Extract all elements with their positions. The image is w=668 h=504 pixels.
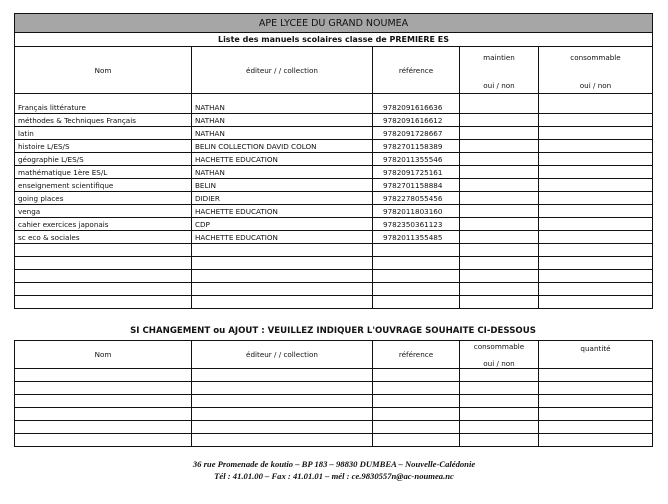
column-header-nom: Nom	[15, 341, 192, 369]
cell-nom: Français littérature	[15, 94, 192, 114]
table-row	[15, 127, 653, 140]
empty-cell-maintien[interactable]	[460, 296, 539, 309]
empty-table-row	[15, 283, 653, 296]
empty-cell-nom[interactable]	[15, 257, 192, 270]
empty-cell-editeur[interactable]	[192, 395, 373, 408]
empty-cell-nom[interactable]	[15, 421, 192, 434]
table-header-row	[15, 47, 653, 94]
empty-cell-reference[interactable]	[373, 434, 460, 447]
cell-reference: 9782011355485	[373, 231, 460, 244]
document-subtitle: Liste des manuels scolaires classe de PREMIERE ES	[15, 33, 653, 47]
cell-editeur: BELIN COLLECTION DAVID COLON	[192, 140, 373, 153]
empty-table-row	[15, 257, 653, 270]
empty-table-row	[15, 382, 653, 395]
cell-maintien[interactable]	[460, 205, 539, 218]
empty-cell-editeur[interactable]	[192, 283, 373, 296]
empty-cell-editeur[interactable]	[192, 434, 373, 447]
cell-nom: sc eco & sociales	[15, 231, 192, 244]
cell-editeur: NATHAN	[192, 166, 373, 179]
table-row	[15, 153, 653, 166]
table-row	[15, 94, 653, 114]
empty-cell-reference[interactable]	[373, 421, 460, 434]
table-row	[15, 231, 653, 244]
empty-cell-maintien[interactable]	[460, 257, 539, 270]
column-header-maintien	[460, 47, 539, 94]
cell-consommable[interactable]	[539, 218, 653, 231]
empty-table-row	[15, 270, 653, 283]
empty-cell-quantite[interactable]	[539, 421, 653, 434]
column-header-editeur: éditeur / / collection	[192, 47, 373, 94]
empty-cell-quantite[interactable]	[539, 408, 653, 421]
consommable-sublabel: oui / non	[483, 358, 515, 368]
footer-line-contact: Tél : 41.01.00 – Fax : 41.01.01 – mél : ce.9830557n@ac-noumea.nc	[214, 471, 454, 481]
table-row	[15, 179, 653, 192]
empty-table-row	[15, 421, 653, 434]
cell-reference: 9782350361123	[373, 218, 460, 231]
cell-maintien[interactable]	[460, 179, 539, 192]
cell-reference: 9782091725161	[373, 166, 460, 179]
empty-cell-nom[interactable]	[15, 408, 192, 421]
cell-reference: 9782091616612	[373, 114, 460, 127]
cell-reference: 9782278055456	[373, 192, 460, 205]
empty-table-row	[15, 369, 653, 382]
empty-cell-quantite[interactable]	[539, 382, 653, 395]
cell-nom: going places	[15, 192, 192, 205]
cell-reference: 9782701158389	[373, 140, 460, 153]
consommable-label: consommable	[570, 53, 621, 62]
change-section-title: SI CHANGEMENT ou AJOUT : VEUILLEZ INDIQUER L'OUVRAGE SOUHAITE CI-DESSOUS	[130, 326, 536, 336]
empty-cell-maintien[interactable]	[460, 270, 539, 283]
empty-cell-reference[interactable]	[373, 283, 460, 296]
cell-maintien[interactable]	[460, 153, 539, 166]
empty-table-row	[15, 408, 653, 421]
maintien-sublabel: oui / non	[483, 81, 515, 90]
cell-consommable[interactable]	[539, 94, 653, 114]
cell-consommable[interactable]	[539, 231, 653, 244]
empty-cell-nom[interactable]	[15, 244, 192, 257]
cell-nom: venga	[15, 205, 192, 218]
table-row	[15, 114, 653, 127]
empty-cell-consommable[interactable]	[460, 382, 539, 395]
cell-consommable[interactable]	[539, 140, 653, 153]
empty-cell-consommable[interactable]	[460, 421, 539, 434]
empty-cell-nom[interactable]	[15, 434, 192, 447]
empty-table-row	[15, 395, 653, 408]
table-row	[15, 192, 653, 205]
column-header-nom: Nom	[15, 47, 192, 94]
column-header-consommable	[539, 47, 653, 94]
quantite-label: quantité	[580, 343, 611, 353]
empty-cell-editeur[interactable]	[192, 421, 373, 434]
empty-cell-nom[interactable]	[15, 270, 192, 283]
empty-cell-consommable[interactable]	[460, 369, 539, 382]
empty-cell-reference[interactable]	[373, 257, 460, 270]
consommable-sublabel: oui / non	[579, 81, 612, 90]
table-row	[15, 205, 653, 218]
table-header-row	[15, 341, 653, 369]
cell-maintien[interactable]	[460, 192, 539, 205]
cell-maintien[interactable]	[460, 127, 539, 140]
empty-cell-reference[interactable]	[373, 369, 460, 382]
cell-nom: enseignement scientifique	[15, 179, 192, 192]
cell-maintien[interactable]	[460, 94, 539, 114]
cell-nom: latin	[15, 127, 192, 140]
column-header-editeur: éditeur / / collection	[192, 341, 373, 369]
empty-cell-maintien[interactable]	[460, 244, 539, 257]
cell-editeur: HACHETTE EDUCATION	[192, 231, 373, 244]
empty-cell-editeur[interactable]	[192, 257, 373, 270]
column-header-consommable	[460, 341, 539, 369]
empty-cell-nom[interactable]	[15, 283, 192, 296]
cell-reference: 9782701158884	[373, 179, 460, 192]
cell-reference: 9782091728667	[373, 127, 460, 140]
empty-cell-reference[interactable]	[373, 382, 460, 395]
empty-cell-nom[interactable]	[15, 382, 192, 395]
cell-nom: géographie L/ES/S	[15, 153, 192, 166]
cell-reference: 9782091616636	[373, 94, 460, 114]
cell-consommable[interactable]	[539, 114, 653, 127]
cell-editeur: NATHAN	[192, 127, 373, 140]
empty-cell-consommable[interactable]	[539, 283, 653, 296]
cell-nom: cahier exercices japonais	[15, 218, 192, 231]
cell-nom: mathématique 1ère ES/L	[15, 166, 192, 179]
cell-editeur: DIDIER	[192, 192, 373, 205]
empty-cell-consommable[interactable]	[539, 296, 653, 309]
footer-line-address: 36 rue Promenade de koutio – BP 183 – 98830 DUMBEA – Nouvelle-Calédonie	[192, 459, 476, 469]
cell-consommable[interactable]	[539, 192, 653, 205]
cell-maintien[interactable]	[460, 218, 539, 231]
cell-consommable[interactable]	[539, 166, 653, 179]
consommable-label: consommable	[473, 341, 525, 351]
cell-consommable[interactable]	[539, 205, 653, 218]
empty-table-row	[15, 434, 653, 447]
empty-cell-editeur[interactable]	[192, 270, 373, 283]
cell-editeur: HACHETTE EDUCATION	[192, 205, 373, 218]
cell-maintien[interactable]	[460, 140, 539, 153]
cell-nom: histoire L/ES/S	[15, 140, 192, 153]
cell-nom: méthodes & Techniques Français	[15, 114, 192, 127]
empty-table-row	[15, 244, 653, 257]
empty-table-row	[15, 296, 653, 309]
empty-cell-editeur[interactable]	[192, 369, 373, 382]
empty-cell-quantite[interactable]	[539, 369, 653, 382]
empty-cell-nom[interactable]	[15, 296, 192, 309]
empty-cell-editeur[interactable]	[192, 408, 373, 421]
cell-editeur: NATHAN	[192, 114, 373, 127]
empty-cell-reference[interactable]	[373, 270, 460, 283]
empty-cell-maintien[interactable]	[460, 283, 539, 296]
empty-cell-reference[interactable]	[373, 244, 460, 257]
change-request-table	[14, 340, 653, 447]
cell-editeur: BELIN	[192, 179, 373, 192]
empty-cell-consommable[interactable]	[460, 395, 539, 408]
maintien-label: maintien	[483, 53, 515, 62]
empty-cell-consommable[interactable]	[539, 244, 653, 257]
cell-maintien[interactable]	[460, 166, 539, 179]
cell-editeur: CDP	[192, 218, 373, 231]
cell-consommable[interactable]	[539, 127, 653, 140]
empty-cell-reference[interactable]	[373, 408, 460, 421]
column-header-reference: référence	[373, 341, 460, 369]
book-list-table	[14, 13, 653, 309]
cell-consommable[interactable]	[539, 179, 653, 192]
empty-cell-editeur[interactable]	[192, 382, 373, 395]
empty-cell-consommable[interactable]	[460, 434, 539, 447]
empty-cell-editeur[interactable]	[192, 244, 373, 257]
footer-address	[0, 458, 668, 482]
cell-reference: 9782011355546	[373, 153, 460, 166]
column-header-reference: référence	[373, 47, 460, 94]
empty-cell-consommable[interactable]	[539, 257, 653, 270]
cell-maintien[interactable]	[460, 231, 539, 244]
table-row	[15, 140, 653, 153]
document-title: APE LYCEE DU GRAND NOUMEA	[15, 14, 653, 33]
empty-cell-nom[interactable]	[15, 369, 192, 382]
empty-cell-nom[interactable]	[15, 395, 192, 408]
cell-editeur: NATHAN	[192, 94, 373, 114]
cell-editeur: HACHETTE EDUCATION	[192, 153, 373, 166]
empty-cell-reference[interactable]	[373, 296, 460, 309]
cell-maintien[interactable]	[460, 114, 539, 127]
empty-cell-editeur[interactable]	[192, 296, 373, 309]
column-header-quantite	[539, 341, 653, 369]
empty-cell-consommable[interactable]	[460, 408, 539, 421]
empty-cell-consommable[interactable]	[539, 270, 653, 283]
cell-consommable[interactable]	[539, 153, 653, 166]
cell-reference: 9782011803160	[373, 205, 460, 218]
table-row	[15, 166, 653, 179]
table-row	[15, 218, 653, 231]
empty-cell-quantite[interactable]	[539, 395, 653, 408]
empty-cell-reference[interactable]	[373, 395, 460, 408]
empty-cell-quantite[interactable]	[539, 434, 653, 447]
